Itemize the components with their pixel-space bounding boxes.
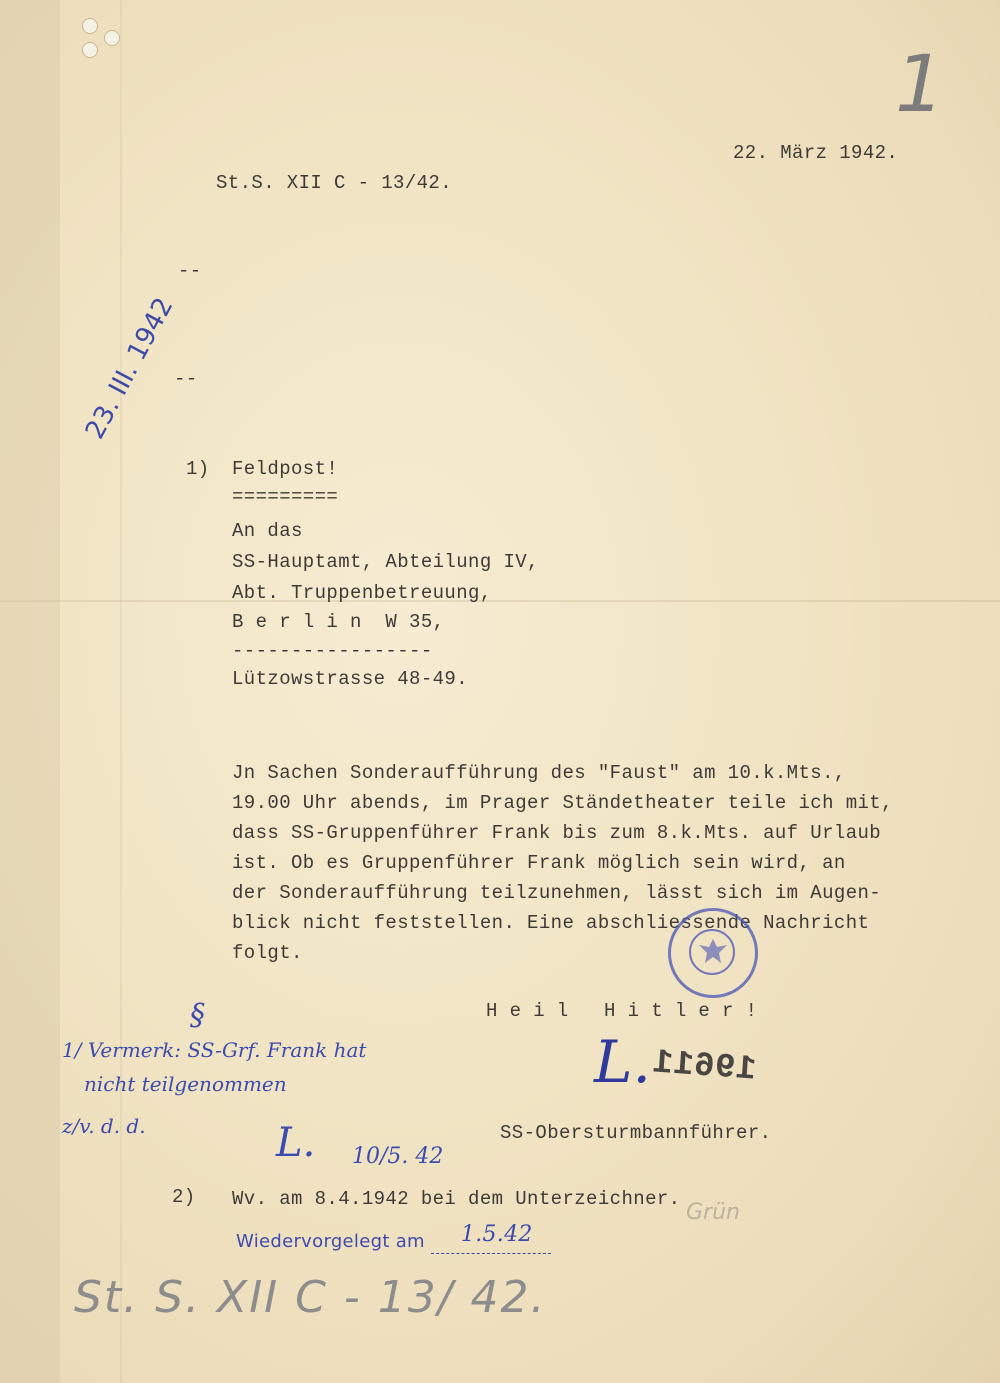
salutation: H e i l H i t l e r ! [486,1000,758,1022]
address-line: An das [232,520,303,542]
received-date-stamp: 23. III. 1942 [80,292,180,445]
page-number: 1 [895,40,945,130]
handwritten-note: 1/ Vermerk: SS-Grf. Frank hat [62,1038,367,1062]
body-line: der Sonderaufführung teilzunehmen, lässt sich im Augen- [232,882,882,904]
handwritten-note: z/v. d. d. [62,1114,146,1138]
resubmission-label: Wiedervorgelegt am [236,1231,425,1252]
signature: L. [594,1028,651,1096]
body-line: ist. Ob es Gruppenführer Frank möglich sein wird, an [232,852,846,874]
resubmission-date-line [431,1222,551,1254]
body-line: 19.00 Uhr abends, im Prager Ständetheater teile ich mit, [232,792,893,814]
handwritten-initial: L. [276,1120,316,1166]
paper-crease [0,600,1000,602]
address-line: SS-Hauptamt, Abteilung IV, [232,551,539,573]
address-line: B e r l i n W 35, [232,611,445,633]
paper-edge-shade [0,0,60,1383]
official-seal [668,908,758,998]
file-reference: St.S. XII C - 13/42. [216,172,453,194]
archive-reference: St. S. XII C - 13/ 42. [74,1272,547,1323]
paper-crease [120,0,122,1383]
resubmission-date: 1.5.42 [460,1222,533,1247]
body-line: folgt. [232,942,303,964]
offset-ink-mark: 19611 [650,1044,758,1090]
handwritten-note: nicht teilgenommen [84,1072,287,1096]
address-line: Abt. Truppenbetreuung, [232,582,492,604]
dash-mark: -- [178,260,202,282]
resubmission-stamp [236,1222,551,1254]
punch-hole [82,18,98,34]
heading-rule: ========= [232,486,339,508]
feldpost-heading: Feldpost! [232,458,339,480]
eagle-icon [695,933,731,969]
item-number-1: 1) [186,458,210,480]
punch-hole [82,42,98,58]
handwritten-mark: § [190,998,205,1033]
body-line: dass SS-Gruppenführer Frank bis zum 8.k.Mts. auf Urlaub [232,822,882,844]
dash-mark: -- [174,368,198,390]
handwritten-date: 10/5. 42 [352,1144,444,1169]
body-line: blick nicht feststellen. Eine abschliessende Nachricht [232,912,870,934]
body-line: Jn Sachen Sonderaufführung des "Faust" am 10.k.Mts., [232,762,846,784]
faint-stamp-mark: Grün [686,1200,740,1225]
item-number-2: 2) [172,1186,196,1208]
signatory-rank: SS-Obersturmbannführer. [500,1122,772,1144]
follow-up-instruction: Wv. am 8.4.1942 bei dem Unterzeichner. [232,1188,681,1210]
address-line: Lützowstrasse 48-49. [232,668,469,690]
punch-hole [104,30,120,46]
address-rule: ----------------- [232,640,433,662]
letter-date: 22. März 1942. [733,142,899,164]
